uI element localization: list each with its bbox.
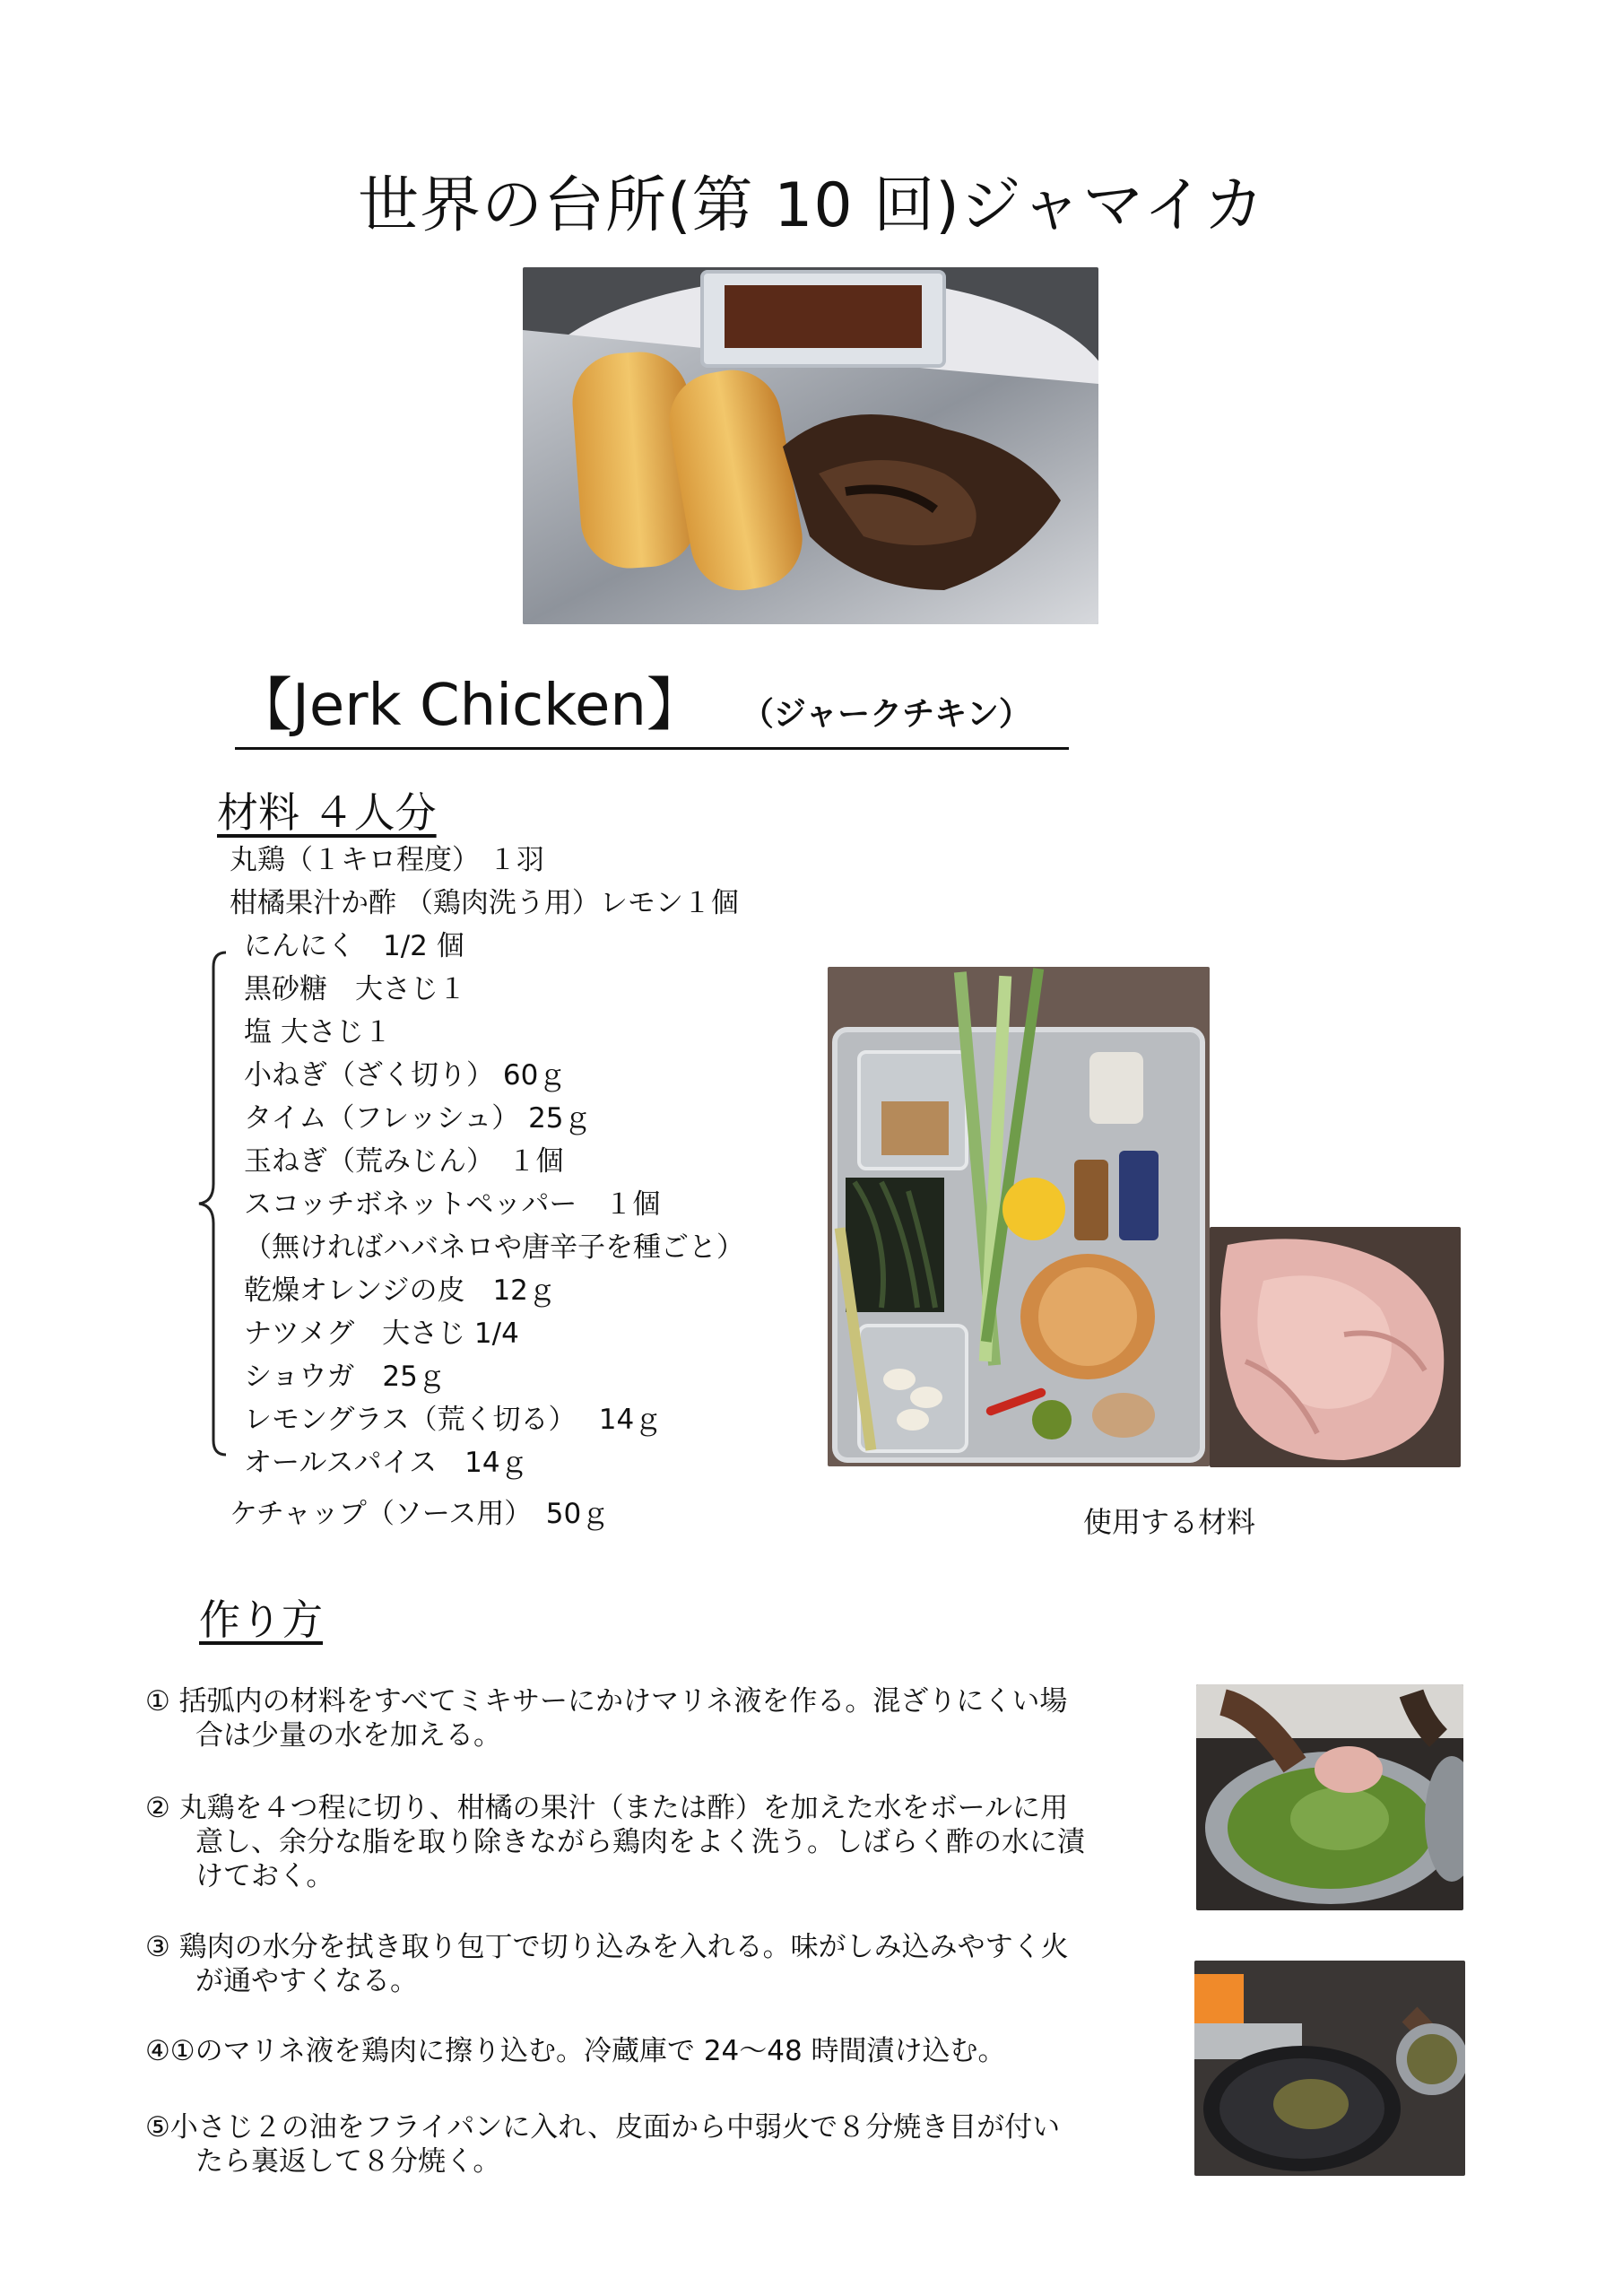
ingredient-citrus-vinegar: 柑橘果汁か酢 （鶏肉洗う用）レモン１個	[230, 887, 739, 919]
step-1-line-1: ① 括弧内の材料をすべてミキサーにかけマリネ液を作る。混ざりにくい場	[145, 1685, 1068, 1718]
step-2-line-1: ② 丸鶏を４つ程に切り、柑橘の果汁（または酢）を加えた水をボールに用	[145, 1792, 1069, 1824]
step-3	[145, 1930, 1176, 1998]
ingredient-nutmeg: ナツメグ 大さじ 1/4	[244, 1318, 519, 1350]
hero-photo-jerk-chicken	[523, 267, 1098, 624]
ingredient-thyme: タイム（フレッシュ） 25ｇ	[244, 1102, 592, 1135]
raw-chicken-photo	[1210, 1227, 1461, 1467]
ingredients-photo-caption: 使用する材料	[1083, 1505, 1256, 1539]
step-4-line-1: ④①のマリネ液を鶏肉に擦り込む。冷蔵庫で 24～48 時間漬け込む。	[145, 2035, 1006, 2067]
step-2-line-3: けておく。	[195, 1860, 334, 1892]
ingredient-scotch-bonnet-note: （無ければハバネロや唐辛子を種ごと）	[244, 1231, 744, 1264]
step-4	[145, 2034, 1176, 2068]
step-2-line-2: 意し、余分な脂を取り除きながら鶏肉をよく洗う。しばらく酢の水に漬	[195, 1826, 1085, 1858]
ingredient-lemongrass: レモングラス（荒く切る） 14ｇ	[244, 1404, 663, 1436]
step-3-line-1: ③ 鶏肉の水分を拭き取り包丁で切り込みを入れる。味がしみ込みやすく火	[145, 1931, 1069, 1963]
ingredient-onion: 玉ねぎ（荒みじん） １個	[244, 1145, 564, 1178]
ingredient-allspice: オールスパイス 14ｇ	[244, 1447, 528, 1479]
ingredients-heading: 材料 ４人分	[217, 788, 437, 837]
marinade-brace	[190, 942, 235, 1462]
step-2	[145, 1791, 1176, 1893]
ingredient-salt: 塩 大さじ１	[244, 1016, 392, 1048]
ingredient-green-onion: 小ねぎ（ざく切り） 60ｇ	[244, 1059, 567, 1091]
method-heading: 作り方	[199, 1596, 323, 1644]
ingredient-scotch-bonnet: スコッチボネットペッパー １個	[244, 1188, 661, 1221]
step-5-line-2: たら裏返して８分焼く。	[195, 2145, 501, 2178]
dish-name-kana: （ジャークチキン）	[757, 696, 1031, 733]
frying-pan-photo	[1194, 1961, 1465, 2176]
dish-title	[235, 659, 1069, 750]
step-1-line-2: 合は少量の水を加える。	[195, 1719, 501, 1752]
dish-name: 【Jerk Chicken】	[235, 673, 704, 739]
step-5-line-1: ⑤小さじ２の油をフライパンに入れ、皮面から中弱火で８分焼き目が付い	[145, 2111, 1061, 2144]
ingredient-ginger: ショウガ 25ｇ	[244, 1361, 446, 1393]
step-1	[145, 1684, 1176, 1752]
marinade-list	[244, 925, 744, 1484]
page-title: 世界の台所(第 10 回)ジャマイカ	[357, 170, 1266, 241]
ingredient-whole-chicken: 丸鶏（１キロ程度） １羽	[230, 844, 544, 876]
ingredient-orange-peel: 乾燥オレンジの皮 12ｇ	[244, 1274, 556, 1307]
marinade-bowl-photo	[1196, 1684, 1463, 1910]
step-3-line-2: が通やすくなる。	[195, 1965, 418, 1997]
ingredient-garlic: にんにく 1/2 個	[244, 930, 464, 962]
step-5	[145, 2110, 1176, 2179]
ingredients-tray-photo	[828, 967, 1210, 1466]
ingredient-ketchup: ケチャップ（ソース用） 50ｇ	[230, 1498, 610, 1530]
ingredient-brown-sugar: 黒砂糖 大さじ１	[244, 973, 466, 1005]
